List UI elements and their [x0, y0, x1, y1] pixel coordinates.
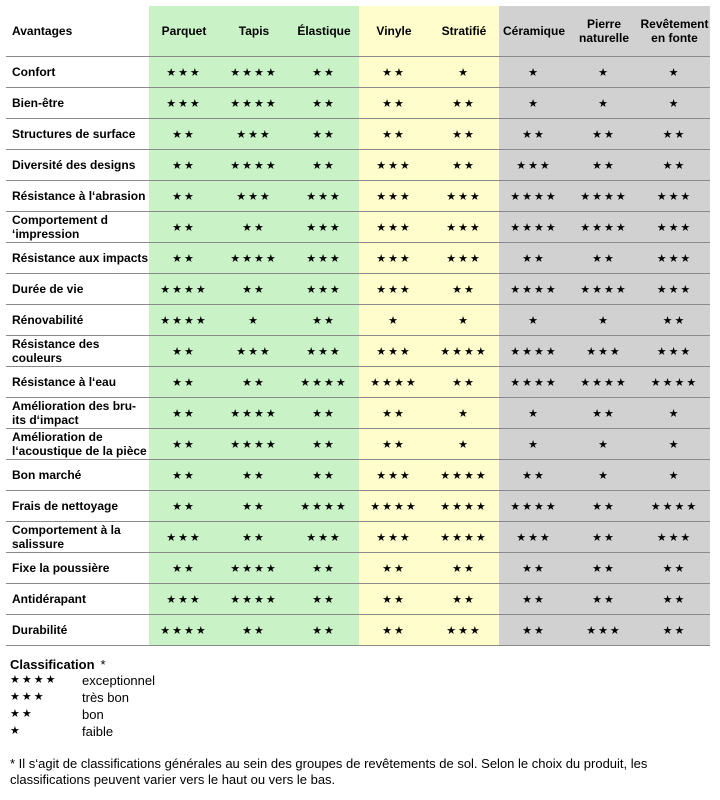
rating-cell: ★★: [429, 88, 499, 119]
rating-cell: ★★: [149, 553, 219, 584]
row-label: Amélioration de l‘acoustique de la pièce: [6, 429, 149, 460]
table-row: [6, 88, 710, 119]
table-row: [6, 398, 710, 429]
rating-cell: ★★★: [289, 181, 359, 212]
rating-cell: ★★★★: [219, 88, 289, 119]
legend-title: [10, 657, 155, 672]
rating-cell: ★★★: [429, 243, 499, 274]
rating-cell: ★★★★: [359, 491, 429, 522]
rating-cell: ★★★: [149, 584, 219, 615]
rating-cell: ★: [429, 429, 499, 460]
header-élastique: Élastique: [289, 6, 359, 57]
rating-cell: ★★★★: [149, 274, 219, 305]
table-row: [6, 212, 710, 243]
row-label: Comportement à la salissure: [6, 522, 149, 553]
header-stratifié: Stratifié: [429, 6, 499, 57]
rating-cell: ★★: [499, 553, 569, 584]
table-row: [6, 553, 710, 584]
rating-cell: ★★: [639, 553, 710, 584]
rating-cell: ★★: [569, 243, 639, 274]
rating-cell: ★★★: [569, 615, 639, 646]
legend-stars: ★: [10, 725, 22, 737]
table-row: [6, 336, 710, 367]
rating-cell: ★★: [569, 398, 639, 429]
table-row: [6, 57, 710, 88]
legend-item: [10, 672, 155, 689]
rating-cell: ★★★: [639, 243, 710, 274]
rating-cell: ★: [639, 460, 710, 491]
rating-cell: ★★★: [359, 522, 429, 553]
row-label: Résistance aux impacts: [6, 243, 149, 274]
header-parquet: Parquet: [149, 6, 219, 57]
table-row: [6, 460, 710, 491]
rating-cell: ★: [639, 88, 710, 119]
rating-cell: ★★: [359, 398, 429, 429]
rating-cell: ★★★★: [499, 491, 569, 522]
rating-cell: ★★★★: [569, 212, 639, 243]
rating-cell: ★★: [289, 615, 359, 646]
rating-cell: ★★★★: [429, 460, 499, 491]
header-vinyle: Vinyle: [359, 6, 429, 57]
rating-cell: ★★: [219, 367, 289, 398]
rating-cell: ★★★: [219, 336, 289, 367]
legend-asterisk: *: [100, 657, 106, 672]
rating-cell: ★★★: [359, 274, 429, 305]
rating-cell: ★★★★: [219, 150, 289, 181]
rating-cell: ★★: [289, 460, 359, 491]
rating-cell: ★★★: [499, 150, 569, 181]
rating-cell: ★★: [149, 336, 219, 367]
rating-cell: ★★: [289, 305, 359, 336]
table-row: [6, 150, 710, 181]
rating-cell: ★★: [569, 553, 639, 584]
header-tapis: Tapis: [219, 6, 289, 57]
table-row: [6, 243, 710, 274]
rating-cell: ★★: [289, 150, 359, 181]
table-row: [6, 274, 710, 305]
rating-cell: ★: [569, 305, 639, 336]
rating-cell: ★★: [429, 584, 499, 615]
rating-cell: ★★: [429, 119, 499, 150]
rating-cell: ★★: [289, 119, 359, 150]
rating-cell: ★★: [639, 615, 710, 646]
rating-cell: ★: [639, 398, 710, 429]
legend-label: exceptionnel: [82, 673, 155, 688]
rating-cell: ★★: [289, 88, 359, 119]
rating-cell: ★: [639, 429, 710, 460]
legend-stars: ★★★★: [10, 674, 58, 686]
footnote: * Il s‘agit de classifications générales au sein des groupes de revêtements de sol. Selon le choix du produit, les classifications peuvent varier vers le haut ou vers le bas.: [10, 756, 648, 787]
rating-cell: ★★: [499, 584, 569, 615]
rating-cell: ★★★: [359, 336, 429, 367]
legend-title-text: Classification: [10, 657, 95, 672]
rating-cell: ★★★★: [639, 491, 710, 522]
table-row: [6, 522, 710, 553]
rating-cell: ★★: [569, 119, 639, 150]
rating-cell: ★★★: [219, 119, 289, 150]
row-label: Rénovabilité: [6, 305, 149, 336]
rating-cell: ★: [499, 429, 569, 460]
rating-cell: ★: [429, 57, 499, 88]
legend-items: [10, 672, 155, 740]
rating-cell: ★: [569, 57, 639, 88]
rating-cell: ★★★: [289, 243, 359, 274]
rating-cell: ★★: [359, 119, 429, 150]
row-label: Bien-être: [6, 88, 149, 119]
rating-cell: ★★: [149, 491, 219, 522]
row-label: Durée de vie: [6, 274, 149, 305]
rating-cell: ★★: [289, 57, 359, 88]
rating-cell: ★★★★: [219, 553, 289, 584]
rating-cell: ★★: [289, 553, 359, 584]
rating-cell: ★★: [639, 305, 710, 336]
row-label: Comportement d ‘impression: [6, 212, 149, 243]
rating-cell: ★★★★: [499, 181, 569, 212]
rating-cell: ★★: [219, 460, 289, 491]
rating-cell: ★★: [639, 150, 710, 181]
rating-cell: ★★★★: [149, 305, 219, 336]
rating-cell: ★★: [359, 615, 429, 646]
rating-cell: ★★: [149, 181, 219, 212]
table-row: [6, 491, 710, 522]
rating-cell: ★: [219, 305, 289, 336]
row-label: Bon marché: [6, 460, 149, 491]
rating-cell: ★★: [569, 491, 639, 522]
rating-cell: ★★★★: [359, 367, 429, 398]
rating-cell: ★: [569, 460, 639, 491]
table-row: [6, 119, 710, 150]
row-label: Amélioration des bru-its d‘impact: [6, 398, 149, 429]
table-body: [6, 57, 710, 646]
table-row: [6, 181, 710, 212]
rating-cell: ★★★: [569, 336, 639, 367]
legend-label: faible: [82, 724, 114, 739]
header-céramique: Céramique: [499, 6, 569, 57]
legend-label: très bon: [82, 690, 129, 705]
table-row: [6, 305, 710, 336]
rating-cell: ★★★: [639, 274, 710, 305]
rating-cell: ★★★★: [429, 522, 499, 553]
rating-cell: ★★: [149, 243, 219, 274]
rating-cell: ★★: [149, 150, 219, 181]
rating-cell: ★★★: [219, 181, 289, 212]
rating-cell: ★★★: [499, 522, 569, 553]
table-row: [6, 429, 710, 460]
legend-item: [10, 723, 155, 740]
rating-cell: ★: [499, 88, 569, 119]
rating-cell: ★★: [149, 212, 219, 243]
legend-stars: ★★★: [10, 691, 46, 703]
rating-cell: ★★★★: [429, 491, 499, 522]
rating-cell: ★★★★: [289, 367, 359, 398]
rating-cell: ★★★: [639, 522, 710, 553]
rating-cell: ★★★: [149, 57, 219, 88]
rating-cell: ★★: [219, 274, 289, 305]
legend: [10, 657, 155, 740]
rating-cell: ★★★: [639, 181, 710, 212]
rating-cell: ★: [429, 398, 499, 429]
rating-cell: ★★★★: [639, 367, 710, 398]
rating-cell: ★★: [429, 150, 499, 181]
rating-cell: ★: [499, 305, 569, 336]
rating-cell: ★★: [429, 553, 499, 584]
rating-cell: ★★★★: [219, 584, 289, 615]
rating-cell: ★: [499, 398, 569, 429]
header-pierre-naturelle: Pierre naturelle: [569, 6, 639, 57]
rating-cell: ★★: [289, 584, 359, 615]
rating-cell: ★★: [499, 460, 569, 491]
rating-cell: ★★★★: [569, 367, 639, 398]
rating-cell: ★★: [569, 584, 639, 615]
row-label: Fixe la poussière: [6, 553, 149, 584]
row-label: Durabilité: [6, 615, 149, 646]
rating-cell: ★★: [359, 584, 429, 615]
table-header-row: [6, 6, 710, 57]
rating-cell: ★★★: [429, 181, 499, 212]
rating-cell: ★★: [219, 212, 289, 243]
rating-cell: ★★★: [289, 274, 359, 305]
rating-cell: ★★★: [149, 88, 219, 119]
rating-cell: ★★: [359, 88, 429, 119]
rating-cell: ★★★: [149, 522, 219, 553]
rating-cell: ★: [639, 57, 710, 88]
rating-cell: ★★★★: [499, 274, 569, 305]
rating-cell: ★★: [639, 584, 710, 615]
row-label: Résistance des couleurs: [6, 336, 149, 367]
rating-cell: ★★★★: [149, 615, 219, 646]
rating-cell: ★: [569, 88, 639, 119]
rating-cell: ★★★: [359, 150, 429, 181]
rating-cell: ★★★★: [499, 367, 569, 398]
rating-cell: ★★: [219, 491, 289, 522]
header-revêtement-en-fonte: Revêtement en fonte: [639, 6, 710, 57]
rating-cell: ★★★: [289, 336, 359, 367]
rating-cell: ★★★★: [569, 181, 639, 212]
rating-cell: ★★★★: [499, 212, 569, 243]
rating-cell: ★★★: [359, 460, 429, 491]
rating-cell: ★★: [149, 367, 219, 398]
rating-cell: ★★: [569, 522, 639, 553]
rating-cell: ★★: [499, 243, 569, 274]
rating-cell: ★★★: [639, 212, 710, 243]
rating-cell: ★★★: [429, 615, 499, 646]
rating-cell: ★★: [219, 615, 289, 646]
legend-stars: ★★: [10, 708, 34, 720]
rating-cell: ★★★: [359, 212, 429, 243]
rating-cell: ★★: [219, 522, 289, 553]
rating-cell: ★★: [359, 429, 429, 460]
rating-cell: ★★: [149, 398, 219, 429]
comparison-table: [6, 6, 710, 646]
rating-cell: ★★★: [289, 212, 359, 243]
table-row: [6, 367, 710, 398]
legend-item: [10, 706, 155, 723]
rating-cell: ★★★★: [219, 243, 289, 274]
row-label: Diversité des designs: [6, 150, 149, 181]
row-label: Résistance à l‘eau: [6, 367, 149, 398]
rating-cell: ★★: [149, 429, 219, 460]
rating-cell: ★★: [639, 119, 710, 150]
row-label: Frais de nettoyage: [6, 491, 149, 522]
row-label: Structures de surface: [6, 119, 149, 150]
rating-cell: ★★★: [289, 522, 359, 553]
rating-cell: ★★★: [639, 336, 710, 367]
rating-cell: ★★: [289, 398, 359, 429]
rating-cell: ★★: [569, 150, 639, 181]
rating-cell: ★★: [359, 57, 429, 88]
rating-cell: ★★★★: [569, 274, 639, 305]
rating-cell: ★★★★: [219, 429, 289, 460]
rating-cell: ★★: [499, 615, 569, 646]
rating-cell: ★★: [359, 553, 429, 584]
rating-cell: ★★: [149, 460, 219, 491]
rating-cell: ★★: [499, 119, 569, 150]
header-advantages: Avantages: [6, 6, 149, 57]
rating-cell: ★★★: [429, 212, 499, 243]
row-label: Confort: [6, 57, 149, 88]
rating-cell: ★: [429, 305, 499, 336]
row-label: Résistance à l‘abrasion: [6, 181, 149, 212]
table-row: [6, 584, 710, 615]
rating-cell: ★: [569, 429, 639, 460]
rating-cell: ★★: [429, 367, 499, 398]
rating-cell: ★: [499, 57, 569, 88]
row-label: Antidérapant: [6, 584, 149, 615]
rating-cell: ★★: [149, 119, 219, 150]
rating-cell: ★★★★: [219, 57, 289, 88]
rating-cell: ★★★★: [219, 398, 289, 429]
rating-cell: ★★★: [359, 243, 429, 274]
rating-cell: ★★: [429, 274, 499, 305]
rating-cell: ★★★★: [289, 491, 359, 522]
rating-cell: ★★★: [359, 181, 429, 212]
rating-cell: ★: [359, 305, 429, 336]
rating-cell: ★★★★: [499, 336, 569, 367]
rating-cell: ★★: [289, 429, 359, 460]
rating-cell: ★★★★: [429, 336, 499, 367]
legend-item: [10, 689, 155, 706]
legend-label: bon: [82, 707, 104, 722]
table-row: [6, 615, 710, 646]
